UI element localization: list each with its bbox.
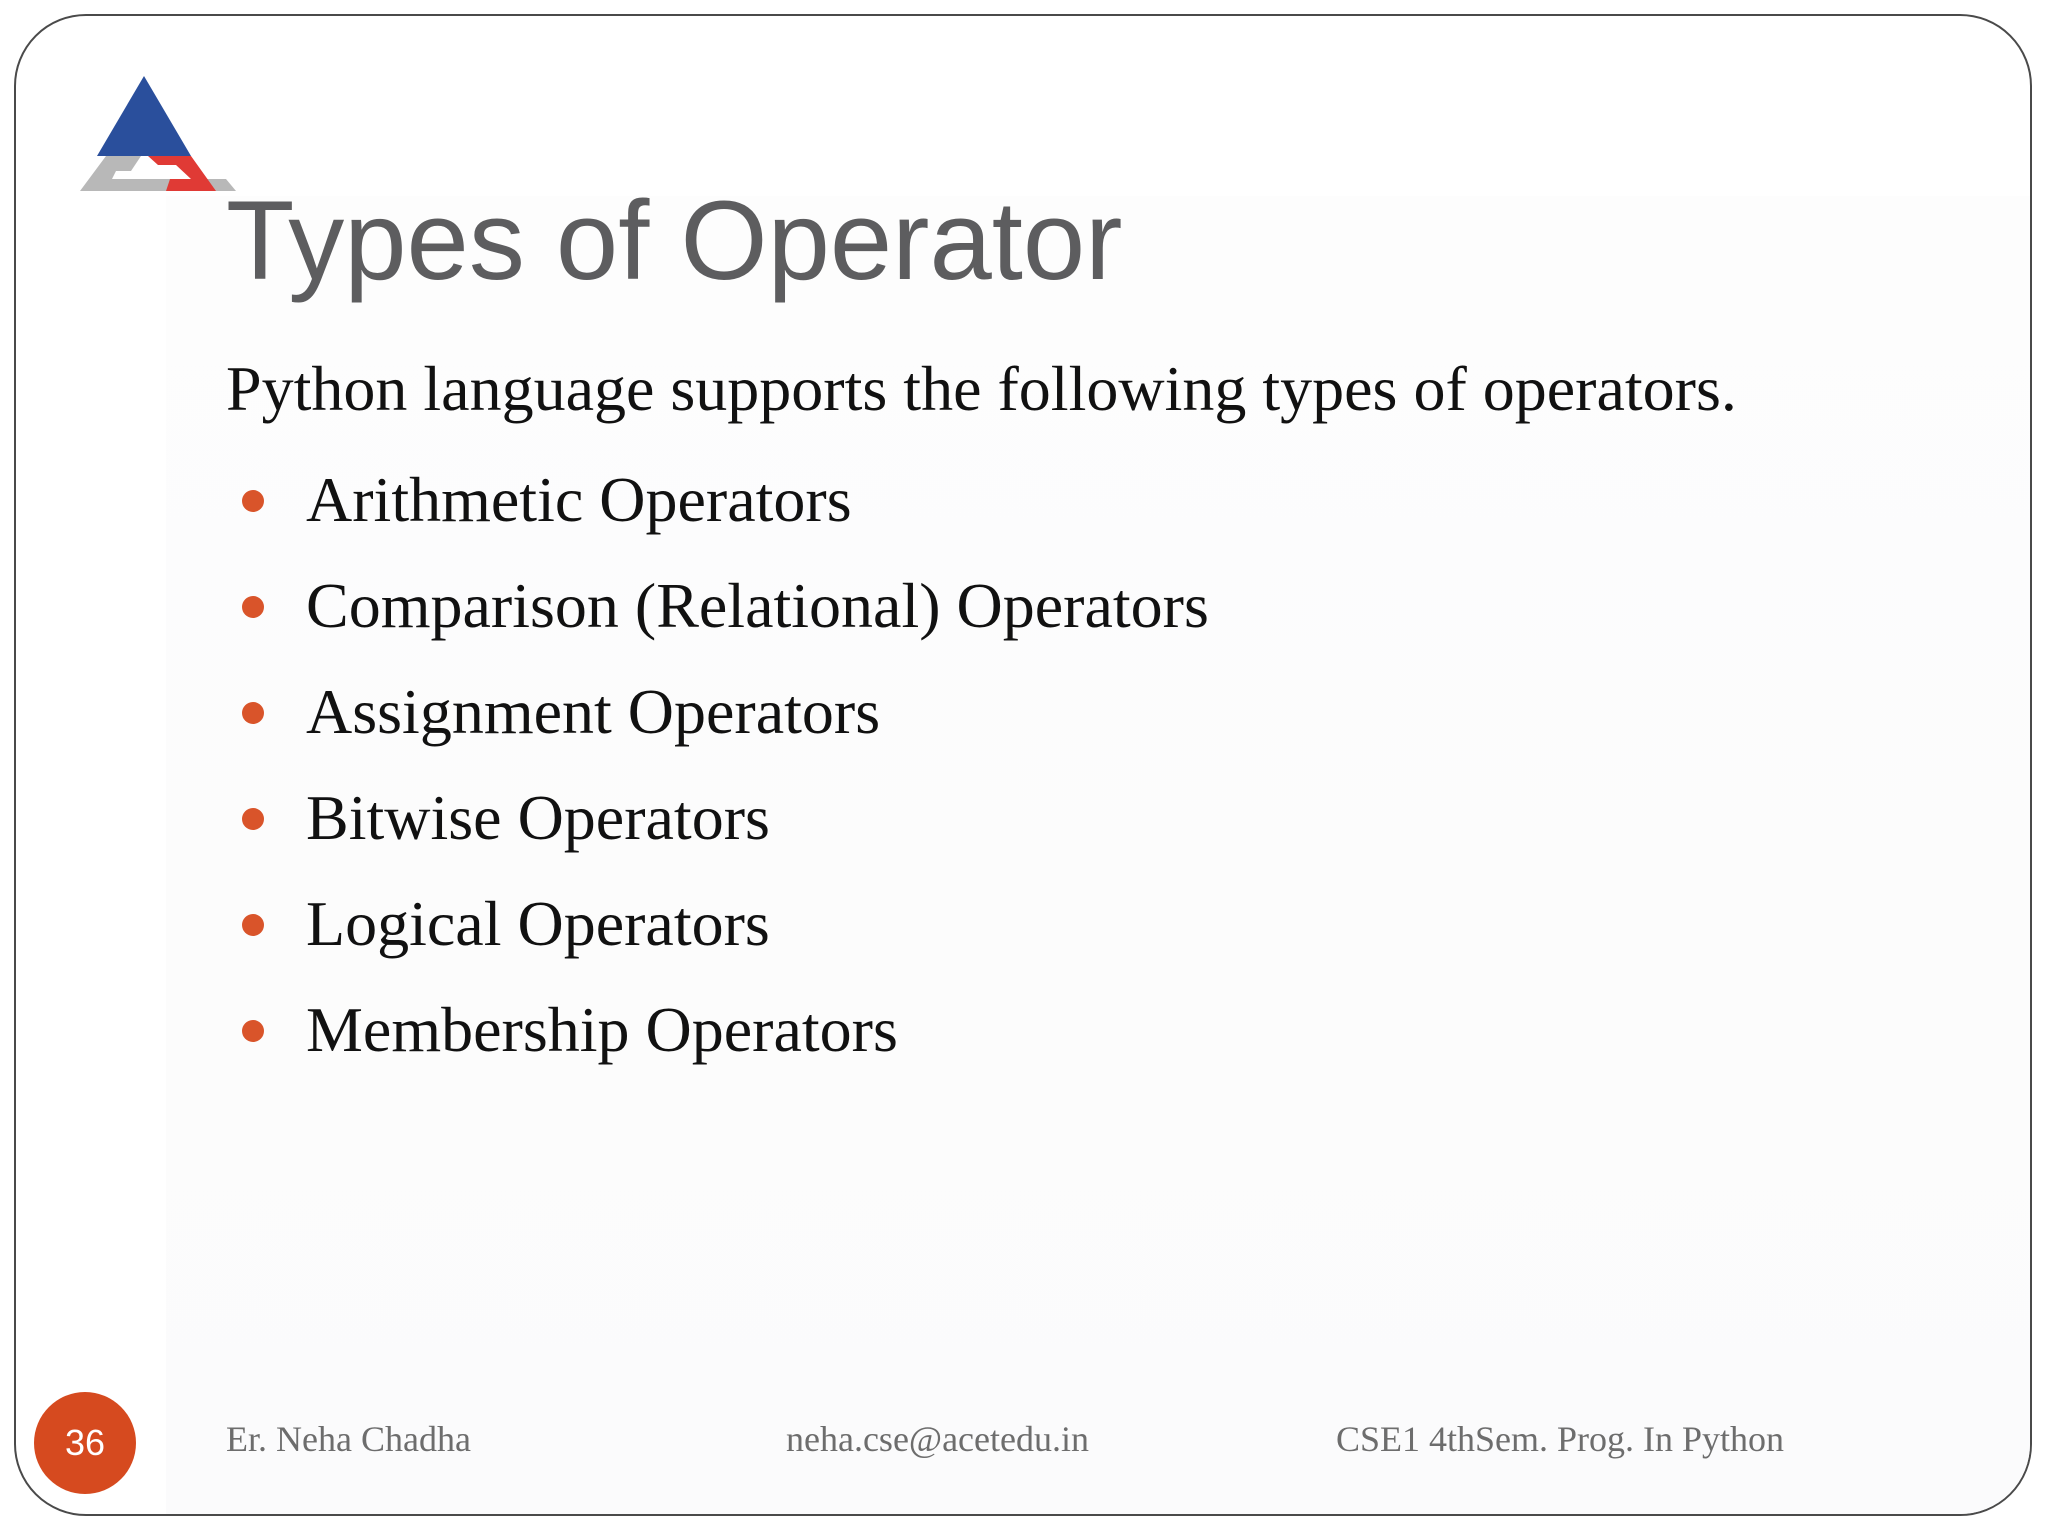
list-item: [226, 562, 1209, 668]
bullet-icon: [242, 914, 264, 936]
logo-blue-triangle: [97, 76, 191, 156]
institution-logo: [36, 61, 246, 211]
list-item: [226, 668, 1209, 774]
bullet-icon: [242, 1020, 264, 1042]
bullet-icon: [242, 596, 264, 618]
list-item: [226, 880, 1209, 986]
footer-email: neha.cse@acetedu.in: [786, 1419, 1089, 1459]
list-item-label: Arithmetic Operators: [306, 464, 852, 535]
list-item-label: Logical Operators: [306, 888, 770, 959]
list-item: [226, 456, 1209, 562]
list-item-label: Assignment Operators: [306, 676, 881, 747]
slide-number-badge: 36: [34, 1392, 136, 1494]
list-item: [226, 774, 1209, 880]
slide-title: Types of Operator: [226, 178, 1123, 303]
footer-author: Er. Neha Chadha: [226, 1419, 471, 1459]
list-item: [226, 986, 1209, 1092]
footer-course: CSE1 4thSem. Prog. In Python: [1336, 1419, 1785, 1459]
bullet-icon: [242, 702, 264, 724]
list-item-label: Comparison (Relational) Operators: [306, 570, 1209, 641]
intro-text: Python language supports the following types of operators.: [226, 353, 1737, 424]
bullet-icon: [242, 490, 264, 512]
list-item-label: Bitwise Operators: [306, 782, 770, 853]
bullet-icon: [242, 808, 264, 830]
list-item-label: Membership Operators: [306, 994, 898, 1065]
slide: [14, 14, 2032, 1516]
operator-list: [226, 456, 1209, 1092]
